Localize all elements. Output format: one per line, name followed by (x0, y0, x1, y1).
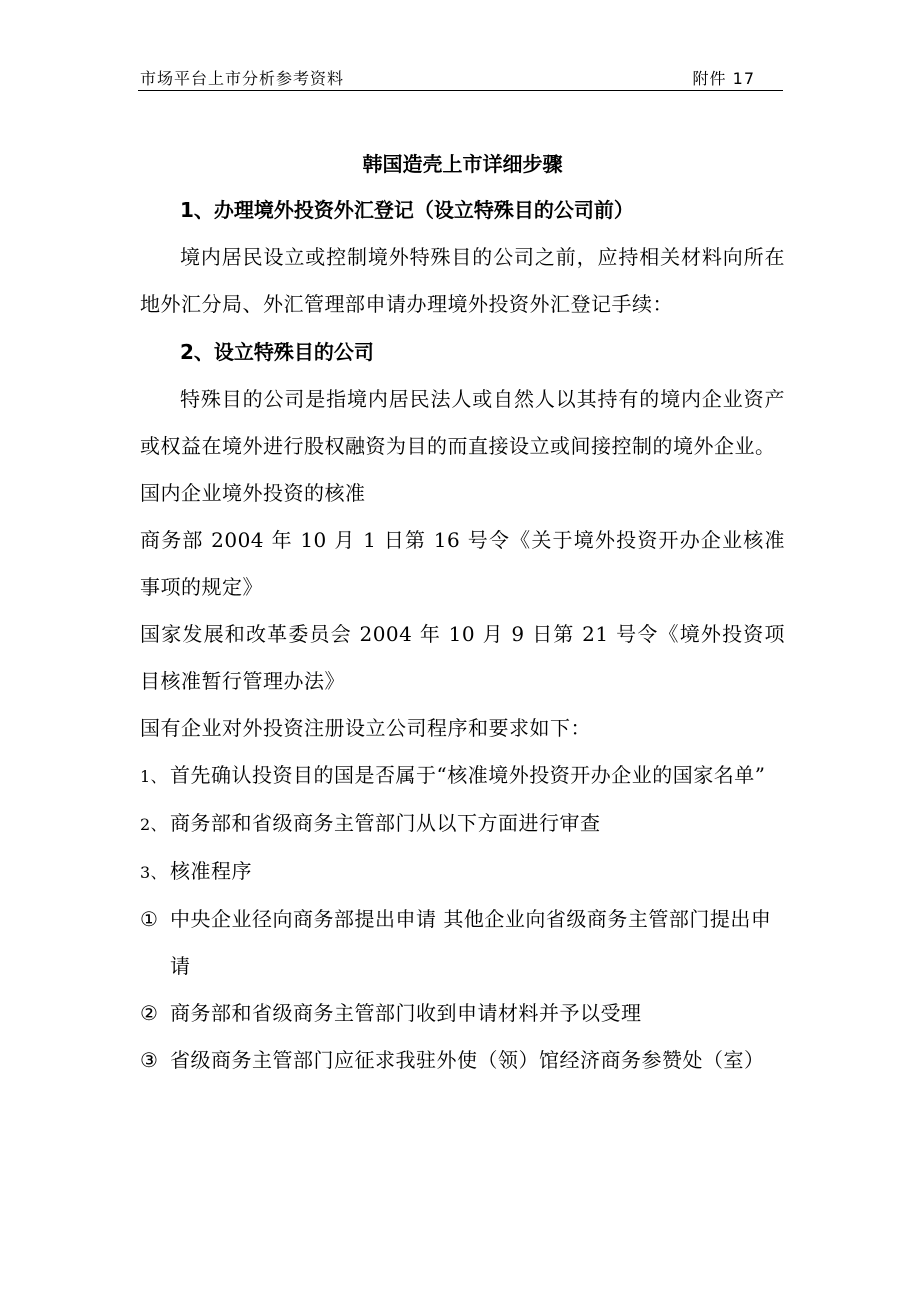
step-number: ① (140, 907, 159, 931)
section-1-heading: 1、办理境外投资外汇登记（设立特殊目的公司前） (180, 198, 634, 222)
step-item (140, 896, 785, 990)
procedure-intro-line: 国有企业对外投资注册设立公司程序和要求如下： (140, 716, 591, 740)
ndrc-regulation-line: 国家发展和改革委员会 2004 年 10 月 9 日第 21 号令《境外投资项目核准暂行管理办法》 (140, 622, 785, 693)
step-number: ② (140, 1001, 159, 1025)
list-item (140, 848, 785, 896)
list-item-number: 2、 (140, 815, 168, 834)
step-text: 商务部和省级商务主管部门收到申请材料并予以受理 (170, 1001, 642, 1025)
step-item (140, 1037, 785, 1084)
section-2-paragraph: 特殊目的公司是指境内居民法人或自然人以其持有的境内企业资产或权益在境外进行股权融资为目的而直接设立或间接控制的境外企业。 (140, 387, 785, 458)
section-2-heading: 2、设立特殊目的公司 (180, 340, 374, 364)
list-item-text: 商务部和省级商务主管部门从以下方面进行审查 (170, 811, 601, 835)
list-item (140, 752, 785, 800)
section-1-paragraph: 境内居民设立或控制境外特殊目的公司之前，应持相关材料向所在地外汇分局、外汇管理部申请办理境外投资外汇登记手续： (140, 245, 785, 316)
header-attachment-label: 附件 17 (692, 69, 755, 88)
list-item-number: 1、 (140, 767, 168, 786)
step-text: 中央企业径向商务部提出申请 其他企业向省级商务主管部门提出申请 (170, 907, 772, 978)
approval-heading-line: 国内企业境外投资的核准 (140, 481, 366, 505)
step-text: 省级商务主管部门应征求我驻外使（领）馆经济商务参赞处（室） (170, 1048, 765, 1072)
document-body (140, 142, 785, 1084)
document-title: 韩国造壳上市详细步骤 (362, 152, 563, 176)
list-item (140, 800, 785, 848)
header-left-text: 市场平台上市分析参考资料 (140, 69, 345, 88)
list-item-number: 3、 (140, 863, 168, 882)
list-item-text: 核准程序 (170, 859, 252, 883)
list-item-text: 首先确认投资目的国是否属于“核准境外投资开办企业的国家名单” (170, 763, 766, 787)
step-number: ③ (140, 1048, 159, 1072)
mofcom-regulation-line: 商务部 2004 年 10 月 1 日第 16 号令《关于境外投资开办企业核准事项的规定》 (140, 528, 785, 599)
page-header (138, 64, 783, 91)
step-item (140, 990, 785, 1037)
